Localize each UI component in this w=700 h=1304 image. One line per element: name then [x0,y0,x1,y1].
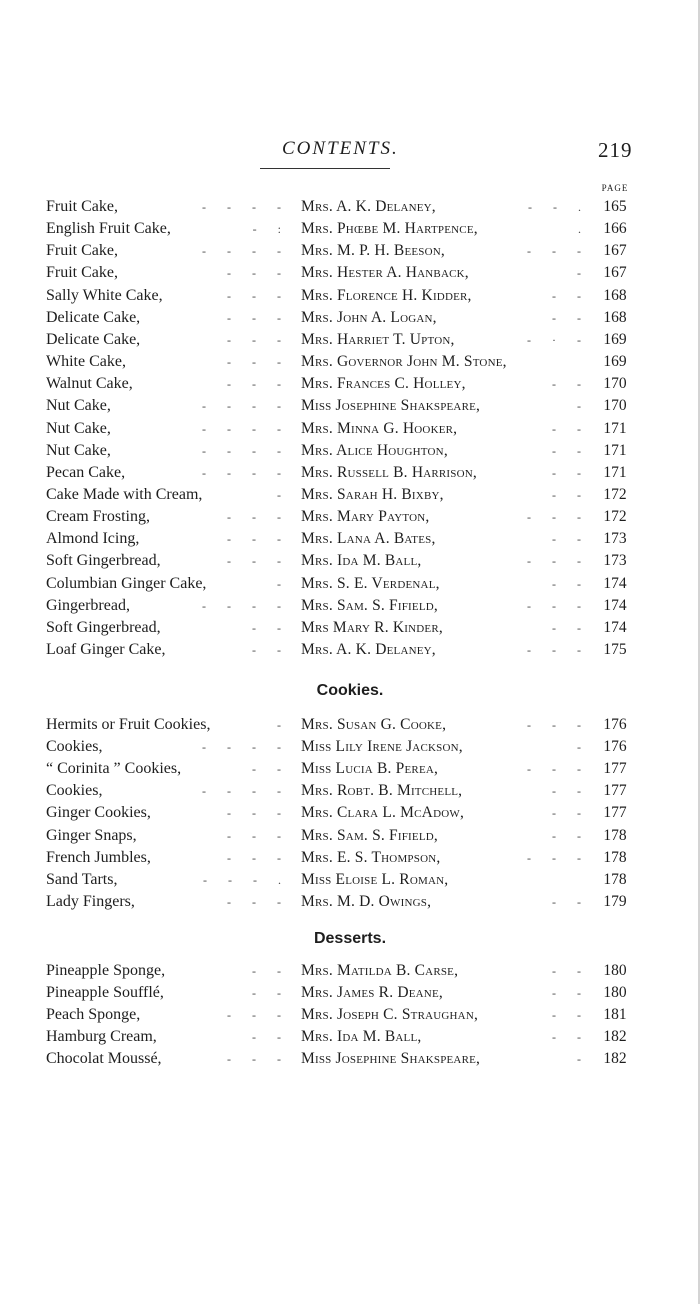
contributor-name: Miss Josephine Shakspeare, [301,1050,481,1068]
recipe-title: Sally White Cake, [46,286,163,304]
leader-dots: - - - [227,806,290,821]
page-ref: 171 [603,419,627,437]
leader-dots: - - [252,986,290,1001]
contributor-name: Miss Lily Irene Jackson, [301,738,463,756]
leader-dots: - - - [227,850,290,865]
contents-entry [0,506,700,528]
page-ref: 172 [603,508,627,526]
contributor-name: Mrs. Hester A. Hanback, [301,264,469,282]
contents-entry [0,196,700,218]
recipe-title: Fruit Cake, [46,242,118,260]
leader-dots: - - - [527,850,590,865]
leader-dots: - - - . [203,872,290,887]
contributor-name: Mrs. M. D. Owings, [301,892,432,910]
leader-dots: - - - [527,643,590,657]
contributor-name: Mrs. Joseph C. Straughan, [301,1006,479,1024]
contributor-name: Mrs. Mary Payton, [301,508,430,526]
contributor-name: Mrs. James R. Deane, [301,984,443,1002]
desserts-heading: Desserts. [313,930,387,947]
contributor-name: Mrs. Governor John M. Stone, [301,353,507,371]
contents-entry [0,240,700,262]
leader-dots: - - - [227,510,290,525]
recipe-title: Nut Cake, [46,419,111,437]
contents-entry [0,960,700,982]
contents-entry [0,736,700,758]
leader-dots: - [277,487,290,502]
contributor-name: Mrs. Matilda B. Carse, [301,962,459,979]
contents-entry [0,1026,700,1048]
contributor-name: Mrs. E. S. Thompson, [301,848,441,866]
recipe-title: Fruit Cake, [46,198,118,215]
page-ref: 177 [603,760,627,778]
page-ref: 180 [603,962,627,979]
recipe-title: White Cake, [46,353,126,371]
leader-dots: - - [552,1008,590,1023]
contributor-name: Mrs. Florence H. Kidder, [301,286,472,304]
page-ref: 170 [603,375,627,393]
contents-entry [0,891,700,913]
page-ref: 182 [603,1050,627,1068]
leader-dots: - - [252,643,290,657]
leader-dots: - - [552,465,590,480]
contents-entry [0,847,700,869]
leader-dots: - - - - [202,399,290,414]
leader-dots: - - [552,620,590,635]
leader-dots: - - [252,1030,290,1045]
contents-entry [0,869,700,891]
contributor-name: Mrs. John A. Logan, [301,308,437,326]
contributor-name: Mrs. Phœbe M. Hartpence, [301,220,478,238]
leader-dots: - - . [528,200,590,214]
page-ref: 174 [603,574,627,592]
contents-entry [0,1048,700,1070]
contents-entry [0,714,700,736]
leader-dots: - - - [227,266,290,281]
leader-dots: - - - - [202,740,290,755]
leader-dots: - - - [227,288,290,303]
leader-dots: - - [552,784,590,799]
contents-entry [0,528,700,550]
recipe-title: Ginger Cookies, [46,804,151,822]
contents-entry [0,758,700,780]
contents-entry [0,218,700,240]
page-ref: 167 [603,264,627,282]
recipe-title: Cookies, [46,782,103,800]
contents-entry [0,395,700,417]
page-ref: 169 [603,330,627,348]
page-ref: 173 [603,530,627,548]
contributor-name: Mrs. S. E. Verdenal, [301,574,440,592]
leader-dots: - - - [227,332,290,347]
contributor-name: Miss Lucia B. Perea, [301,760,439,778]
recipe-title: Cream Frosting, [46,508,150,526]
recipe-title: Soft Gingerbread, [46,618,161,636]
leader-dots: - - [552,310,590,325]
cookies-heading: Cookies. [316,682,384,699]
contributor-name: Mrs. Susan G. Cooke, [301,716,447,733]
contents-entry [0,1004,700,1026]
leader-dots: - - - [527,554,590,569]
contributor-name: Mrs Mary R. Kinder, [301,618,443,636]
leader-dots: - [277,576,290,591]
running-head: CONTENTS. [282,138,399,159]
leader-dots: - · - [527,332,590,347]
page-ref: 177 [603,782,627,800]
recipe-title: Pecan Cake, [46,463,126,481]
contents-entry [0,329,700,351]
leader-dots: - - - - [202,784,290,799]
leader-dots: - : [252,222,290,237]
contents-entry [0,440,700,462]
page-ref: 175 [603,641,627,658]
page-header [0,138,700,178]
leader-dots: - - - [227,1008,290,1023]
contributor-name: Mrs. Harriet T. Upton, [301,330,455,348]
recipe-title: Hermits or Fruit Cookies, [46,716,211,733]
page-ref: 174 [603,596,627,614]
page-number: 219 [598,138,633,162]
leader-dots: - - - [527,510,590,525]
contributor-name: Mrs. A. K. Delaney, [301,641,436,658]
contents-entry [0,418,700,440]
leader-dots: - - [552,1030,590,1045]
page-ref: 180 [603,984,627,1002]
leader-dots: - - [252,762,290,777]
leader-dots: - [577,1052,590,1067]
leader-dots: - - - [527,598,590,613]
recipe-title: Chocolat Moussé, [46,1050,162,1068]
recipe-title: French Jumbles, [46,848,151,866]
contents-entry [0,780,700,802]
recipe-title: Sand Tarts, [46,870,118,888]
leader-dots: - [277,718,290,732]
page-column-label: PAGE [601,183,629,193]
page-ref: 171 [603,441,627,459]
contents-entry [0,484,700,506]
leader-dots: - - [552,828,590,843]
contributor-name: Mrs. Sam. S. Fifield, [301,596,438,614]
contents-entry [0,595,700,617]
leader-dots: - - - - [202,465,290,480]
leader-dots: - - [252,964,290,978]
page-ref: 172 [603,485,627,503]
leader-dots: - - [552,806,590,821]
contents-entry [0,982,700,1004]
recipe-title: Pineapple Soufflé, [46,984,164,1002]
leader-dots: - - - [227,554,290,569]
recipe-title: Nut Cake, [46,441,111,459]
contents-entry [0,802,700,824]
leader-dots: - - - - [202,443,290,458]
contents-entry [0,639,700,661]
contents-entry [0,351,700,373]
leader-dots: - - [552,288,590,303]
page-ref: 178 [603,870,627,888]
recipe-title: “ Corinita ” Cookies, [46,760,182,778]
contents-entry [0,573,700,595]
contents-entry [0,307,700,329]
recipe-title: Soft Gingerbread, [46,552,161,570]
recipe-title: Columbian Ginger Cake, [46,574,207,592]
recipe-title: Fruit Cake, [46,264,118,282]
contributor-name: Mrs. Robt. B. Mitchell, [301,782,463,800]
page-ref: 179 [603,892,627,910]
page-ref: 173 [603,552,627,570]
recipe-title: Delicate Cake, [46,308,141,326]
recipe-title: Loaf Ginger Cake, [46,641,166,658]
contributor-name: Mrs. Russell B. Harrison, [301,463,477,481]
contributor-name: Mrs. Frances C. Holley, [301,375,466,393]
leader-dots: - - [552,894,590,909]
page-ref: 169 [603,353,627,371]
contributor-name: Mrs. Clara L. McAdow, [301,804,465,822]
contributor-name: Miss Eloise L. Roman, [301,870,449,888]
recipe-title: Lady Fingers, [46,892,135,910]
page-ref: 165 [603,198,627,215]
recipe-title: Walnut Cake, [46,375,133,393]
contributor-name: Miss Josephine Shakspeare, [301,397,481,415]
page-ref: 181 [603,1006,627,1024]
leader-dots: - - - [227,828,290,843]
page-ref: 167 [603,242,627,260]
leader-dots: - - [552,576,590,591]
page-ref: 170 [603,397,627,415]
contributor-name: Mrs. Sarah H. Bixby, [301,485,444,503]
contributor-name: Mrs. Alice Houghton, [301,441,448,459]
leader-dots: - - - [527,718,590,732]
leader-dots: - - - [227,310,290,325]
contributor-name: Mrs. Minna G. Hooker, [301,419,458,437]
recipe-title: Peach Sponge, [46,1006,141,1024]
contents-entry [0,462,700,484]
leader-dots: - - - [227,1052,290,1067]
leader-dots: - - - [227,532,290,547]
leader-dots: - - - [227,377,290,392]
page-ref: 177 [603,804,627,822]
recipe-title: Gingerbread, [46,596,130,614]
leader-dots: . [578,222,590,237]
page-ref: 176 [603,716,627,733]
header-rule [260,168,390,169]
leader-dots: - - [552,421,590,436]
page-ref: 178 [603,826,627,844]
leader-dots: - - [552,487,590,502]
contributor-name: Mrs. Sam. S. Fifield, [301,826,438,844]
leader-dots: - - [552,532,590,547]
recipe-title: English Fruit Cake, [46,220,171,238]
contributor-name: Mrs. A. K. Delaney, [301,198,436,215]
page-ref: 166 [603,220,627,238]
page-ref: 182 [603,1028,627,1046]
leader-dots: - - - - [202,200,290,214]
recipe-title: Cookies, [46,738,103,756]
recipe-title: Nut Cake, [46,397,111,415]
contents-entry [0,825,700,847]
contributor-name: Mrs. M. P. H. Beeson, [301,242,445,260]
leader-dots: - [577,399,590,414]
recipe-title: Pineapple Sponge, [46,962,166,979]
leader-dots: - - - - [202,598,290,613]
recipe-title: Hamburg Cream, [46,1028,157,1046]
leader-dots: - - [552,986,590,1001]
recipe-title: Cake Made with Cream, [46,485,203,503]
page-ref: 168 [603,286,627,304]
contributor-name: Mrs. Ida M. Ball, [301,1028,422,1046]
contents-entry [0,550,700,572]
page-ref: 176 [603,738,627,756]
leader-dots: - - [552,964,590,978]
leader-dots: - [577,266,590,281]
leader-dots: - [577,740,590,755]
recipe-title: Ginger Snaps, [46,826,137,844]
page-ref: 171 [603,463,627,481]
page-ref: 178 [603,848,627,866]
leader-dots: - - [252,620,290,635]
recipe-title: Delicate Cake, [46,330,141,348]
leader-dots: - - - [527,244,590,259]
leader-dots: - - - [527,762,590,777]
contents-entry [0,262,700,284]
contents-entry [0,617,700,639]
recipe-title: Almond Icing, [46,530,140,548]
page-ref: 168 [603,308,627,326]
leader-dots: - - [552,443,590,458]
leader-dots: - - [552,377,590,392]
leader-dots: - - - - [202,244,290,259]
contributor-name: Mrs. Ida M. Ball, [301,552,422,570]
leader-dots: - - - [227,355,290,370]
leader-dots: - - - - [202,421,290,436]
leader-dots: - - - [227,894,290,909]
contributor-name: Mrs. Lana A. Bates, [301,530,436,548]
page-ref: 174 [603,618,627,636]
contents-entry [0,373,700,395]
contents-entry [0,285,700,307]
